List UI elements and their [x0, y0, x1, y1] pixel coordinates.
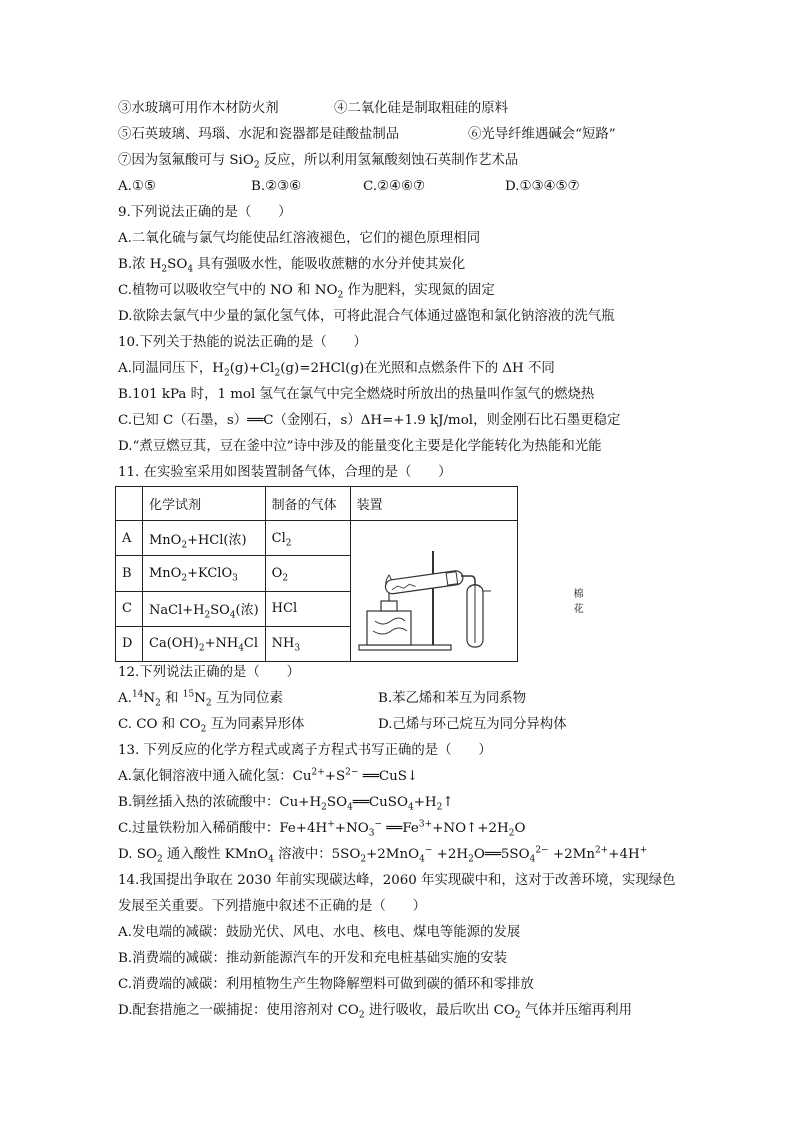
q14-stem-line2: 发展至关重要。下列措施中叙述不正确的是（ ）	[118, 899, 426, 914]
q8-choice-b: B.②③⑥	[251, 179, 302, 194]
q8-choice-a: A.①⑤	[118, 179, 156, 194]
row-label: B	[116, 556, 143, 591]
reagent-cell: $NaCl+H_2SO_4$(浓)	[143, 591, 266, 626]
q14-option-b: B.消费端的减碳：推动新能源汽车的开发和充电桩基础实施的安装	[118, 951, 508, 966]
q12-option-c: C. CO 和 $CO_2$ 互为同素异形体	[118, 717, 305, 735]
q13-stem: 13. 下列反应的化学方程式或离子方程式书写正确的是（ ）	[118, 743, 492, 758]
gas-cell: $Cl_2$	[265, 521, 350, 556]
q10-stem: 10.下列关于热能的说法正确的是（ ）	[118, 335, 367, 350]
gas-cell: $NH_3$	[265, 626, 350, 661]
q9-option-b: B.浓 $H_2SO_4$ 具有强吸水性，能吸收蔗糖的水分并使其炭化	[118, 257, 466, 275]
q9-option-c: C.植物可以吸收空气中的 NO 和 $NO_2$ 作为肥料，实现氮的固定	[118, 283, 495, 301]
q12-option-d: D.己烯与环己烷互为同分异构体	[378, 717, 567, 732]
q8-option-6: ⑥光导纤维遇碱会“短路”	[468, 127, 616, 142]
q9-option-a: A.二氧化硫与氯气均能使品红溶液褪色，它们的褪色原理相同	[118, 231, 481, 246]
cotton-label: 棉花	[573, 588, 584, 615]
header-reagent: 化学试剂	[143, 487, 266, 521]
q12-option-b: B.苯乙烯和苯互为同系物	[378, 691, 527, 706]
gas-cell: $O_2$	[265, 556, 350, 591]
q14-stem-line1: 14.我国提出争取在 2030 年前实现碳达峰，2060 年实现碳中和，这对于改善环境，实现绿色	[118, 873, 676, 888]
q10-option-b: B.101 kPa 时，1 mol 氢气在氯气中完全燃烧时所放出的热量叫作氢气的燃烧热	[118, 387, 595, 402]
row-label: C	[116, 591, 143, 626]
header-apparatus: 装置	[350, 487, 517, 521]
q13-option-b: B.铜丝插入热的浓硫酸中：$Cu+H_2SO_4══CuSO_4+H_2↑$	[118, 795, 454, 813]
gas-cell: HCl	[265, 591, 350, 626]
q13-option-c: C.过量铁粉加入稀硝酸中：$Fe+4H^++NO_3^-$ $══Fe^{3+}+NO↑+2H_2O$	[118, 819, 526, 839]
row-label: A	[116, 521, 143, 556]
q14-option-c: C.消费端的减碳：利用植物生产生物降解塑料可做到碳的循环和零排放	[118, 977, 534, 992]
apparatus-diagram	[351, 521, 517, 657]
q11-stem: 11. 在实验室采用如图装置制备气体，合理的是（ ）	[118, 465, 452, 480]
q12-stem: 12.下列说法正确的是（ ）	[118, 665, 300, 680]
q9-option-d: D.欲除去氯气中少量的氯化氢气体，可将此混合气体通过盛饱和氯化钠溶液的洗气瓶	[118, 309, 615, 324]
q14-option-a: A.发电端的减碳：鼓励光伏、风电、水电、核电、煤电等能源的发展	[118, 925, 521, 940]
reagent-cell: MnO$_2$+HCl(浓)	[143, 521, 266, 556]
q10-option-a: A.同温同压下，$H_2(g)+Cl_2(g)=2HCl(g)$在光照和点燃条件下的 ΔH 不同	[118, 361, 555, 379]
q8-option-4: ④二氧化硅是制取粗硅的原料	[334, 101, 509, 116]
q12-option-a: $A.^{14}N_2$ 和 $^{15}N_2$ 互为同位素	[118, 689, 283, 709]
header-blank	[116, 487, 143, 521]
q8-option-3: ③水玻璃可用作木材防火剂	[118, 101, 279, 116]
q9-stem: 9.下列说法正确的是（ ）	[118, 205, 292, 220]
table-row	[116, 521, 518, 556]
q8-choice-c: C.②④⑥⑦	[363, 179, 426, 194]
q10-option-c: C.已知 C（石墨，s）══C（金刚石，s）ΔH=+1.9 kJ/mol，则金刚石比石墨更稳定	[118, 413, 621, 428]
q8-option-5: ⑤石英玻璃、玛瑙、水泥和瓷器都是硅酸盐制品	[118, 127, 400, 142]
q14-option-d: D.配套措施之一碳捕捉：使用溶剂对 $CO_2$ 进行吸收，最后吹出 $CO_2$ 气体并压缩再利用	[118, 1003, 632, 1021]
q13-option-d: D. $SO_2$ 通入酸性 KMnO$_4$ 溶液中：$5SO_2+2MnO_4^-$ $+2H_2O══5SO_4^{2-} +2Mn^{2+}+4H^+$	[118, 845, 648, 865]
q8-choice-d: D.①③④⑤⑦	[505, 179, 580, 194]
reagent-cell: $Ca(OH)_2+NH_4Cl$	[143, 626, 266, 661]
q11-table	[115, 486, 584, 662]
q8-option-7: ⑦因为氢氟酸可与 SiO$_2$ 反应，所以利用氢氟酸刻蚀石英制作艺术品	[118, 153, 519, 171]
header-gas: 制备的气体	[265, 487, 350, 521]
q10-option-d: D.“煮豆燃豆萁，豆在釜中泣”诗中涉及的能量变化主要是化学能转化为热能和光能	[118, 439, 602, 454]
q13-option-a: A.氯化铜溶液中通入硫化氢：$Cu^{2+}+S^{2-}$ ══CuS↓	[118, 767, 419, 784]
apparatus-cell	[350, 521, 584, 662]
reagent-cell: MnO$_2$+KClO$_3$	[143, 556, 266, 591]
table-header-row	[116, 487, 518, 521]
row-label: D	[116, 626, 143, 661]
